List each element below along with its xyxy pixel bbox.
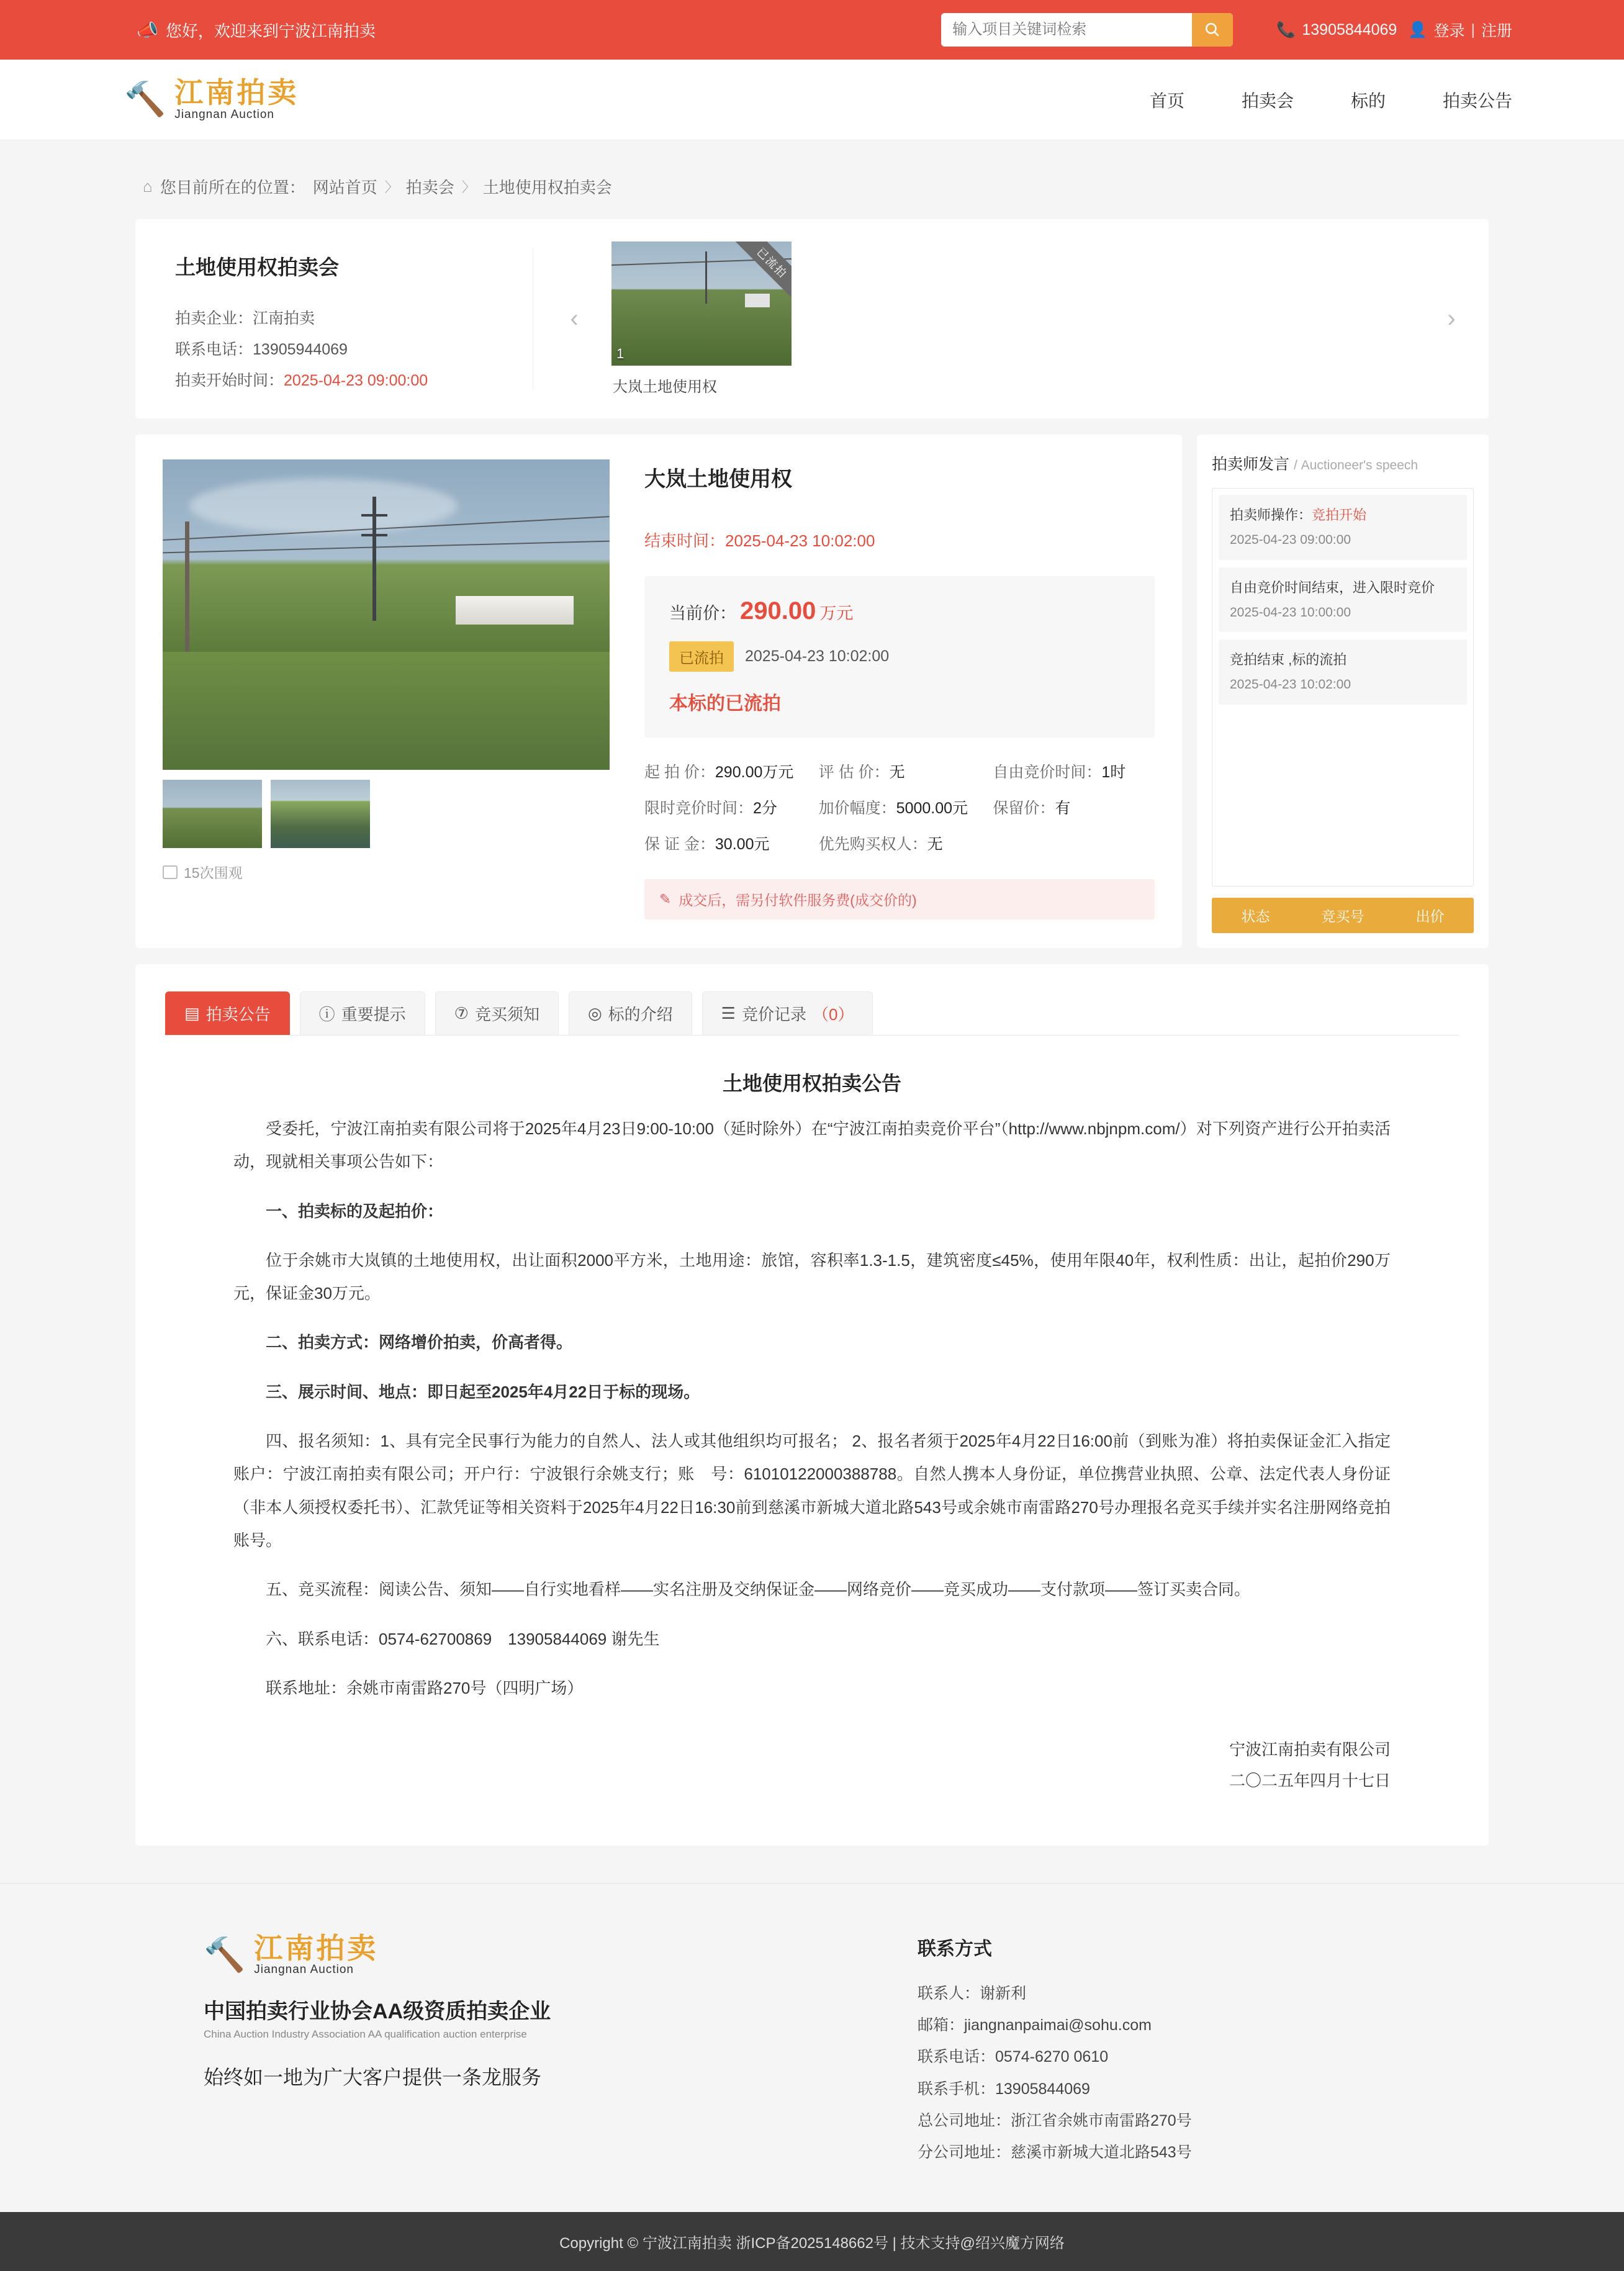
spec-reserve-label: 保留价： xyxy=(993,800,1055,817)
auctioneer-title xyxy=(1212,452,1474,474)
link-separator: | xyxy=(1471,20,1475,38)
status-ribbon: 已流拍 xyxy=(731,242,792,304)
announcement-paragraph-7: 五、竞买流程：阅读公告、须知——自行实地看样——实名注册及交纳保证金——网络竞价——竞买成功——支付款项——签订买卖合同。 xyxy=(266,1580,1251,1599)
footer-hq-address: 总公司地址：浙江省余姚市南雷路270号 xyxy=(918,2111,1192,2129)
nav-item-lots[interactable]: 标的 xyxy=(1350,91,1386,111)
logo-title-cn: 江南拍卖 xyxy=(174,76,299,109)
footer-contact-title: 联系方式 xyxy=(918,1938,992,1959)
breadcrumb-prefix: 您目前所在的位置： xyxy=(160,178,305,197)
session-company xyxy=(175,303,533,334)
target-icon: ◎ xyxy=(587,1004,602,1023)
tab-lot-introduction-label: 标的介绍 xyxy=(608,1005,673,1024)
gallery-items xyxy=(587,242,1439,396)
page-body xyxy=(0,140,1624,1883)
session-company-value: 江南拍卖 xyxy=(253,310,315,327)
gallery-caption: 大岚土地使用权 xyxy=(613,379,717,395)
top-bar xyxy=(0,0,1624,60)
footer-contact-mobile: 联系手机：13905844069 xyxy=(918,2080,1090,2098)
footer-logo-en: Jiangnan Auction xyxy=(254,1963,354,1977)
session-start xyxy=(175,365,533,396)
announcement-paragraph-3: 位于余姚市大岚镇的土地使用权，出让面积2000平方米，土地用途：旅馆，容积率1.3-1.5，建筑密度≤45%，使用年限40年，权利性质：出让，起拍价290万元，保证金30万元。 xyxy=(233,1250,1391,1303)
spec-increment-value: 5000.00元 xyxy=(896,800,968,817)
breadcrumb-item-home[interactable]: 网站首页 xyxy=(312,178,377,197)
footer-logo-text xyxy=(254,1933,378,1977)
power-line-2-decor xyxy=(163,541,610,554)
session-start-value: 2025-04-23 09:00:00 xyxy=(284,372,428,389)
site-footer xyxy=(0,1883,1624,2213)
footer-contact-tel: 联系电话：0574-6270 0610 xyxy=(918,2048,1109,2066)
breadcrumb-item-auctions[interactable]: 拍卖会 xyxy=(405,178,454,197)
tab-lot-introduction[interactable] xyxy=(569,991,692,1035)
site-logo[interactable] xyxy=(124,78,299,121)
welcome-text: 您好，欢迎来到宁波江南拍卖 xyxy=(165,21,376,40)
spec-free-bid-time-value: 1时 xyxy=(1101,764,1126,781)
auctioneer-title-en: / Auctioneer's speech xyxy=(1293,458,1419,472)
nav-item-home[interactable]: 首页 xyxy=(1149,91,1184,111)
announcement-paragraph-6: 四、报名须知：1、具有完全民事行为能力的自然人、法人或其他组织均可报名； 2、报名者须于2025年4月22日16:00前（到账为准）将拍卖保证金汇入指定账户：宁波江南拍卖有限公司；开户行：宁波银行余姚支行；账 号：61010122000388788。自然人携本人身份证，单位携营业执照、公章、法定代表人身份证（非本人须授权委托书）、汇款凭证等相关资料于2025年4月22日16:30前到慈溪市新城大道北路543号或余姚市南雷路270号办理报名竞买手续并实名注册网络竞拍账号。 xyxy=(233,1432,1391,1550)
phone-icon: 📞 xyxy=(1276,20,1296,38)
nav-item-announcements[interactable]: 拍卖公告 xyxy=(1442,91,1512,111)
status-badge: 已流拍 xyxy=(669,641,734,672)
village-decor xyxy=(456,596,574,625)
spec-limited-bid-time-value: 2分 xyxy=(753,800,777,817)
search-icon xyxy=(1204,22,1220,38)
auctioneer-speech-list[interactable] xyxy=(1212,488,1474,887)
fee-note xyxy=(644,879,1155,919)
signature-company: 宁波江南拍卖有限公司 xyxy=(1229,1740,1391,1759)
topbar-right xyxy=(1276,19,1512,41)
speech-time: 2025-04-23 09:00:00 xyxy=(1230,533,1351,547)
house-decor xyxy=(745,294,770,307)
announcement-paragraph-2: 一、拍卖标的及起拍价： xyxy=(266,1201,444,1221)
speech-text-highlight: 竞拍开始 xyxy=(1312,507,1367,523)
announcement-paragraph-8: 六、联系电话：0574-62700869 13905844069 谢先生 xyxy=(266,1629,660,1648)
fee-note-text: 成交后，需另付软件服务费(成交价的) xyxy=(679,892,917,908)
pylon-decor xyxy=(705,251,707,304)
current-price-row xyxy=(669,597,1130,625)
announcement-paragraph-5: 三、展示时间、地点：即日起至2025年4月22日于标的现场。 xyxy=(266,1382,700,1401)
search-button[interactable] xyxy=(1192,13,1233,47)
spec-increment xyxy=(819,796,981,818)
breadcrumb-arrow-2: 〉 xyxy=(461,179,476,195)
spec-limited-bid-time-label: 限时竞价时间： xyxy=(644,800,754,817)
tab-bar xyxy=(165,991,1459,1036)
current-price-unit: 万元 xyxy=(819,604,854,623)
main-nav xyxy=(1150,88,1512,112)
pylon-decor xyxy=(372,497,376,621)
spec-start-price-label: 起 拍 价： xyxy=(644,764,715,781)
spec-start-price-value: 290.00万元 xyxy=(715,764,794,781)
logo-text xyxy=(174,78,299,121)
session-gallery xyxy=(562,242,1464,396)
view-count xyxy=(163,862,610,882)
bid-col-price: 出价 xyxy=(1415,908,1445,924)
status-time: 2025-04-23 10:02:00 xyxy=(745,648,890,665)
view-count-text: 15次围观 xyxy=(184,865,243,881)
spec-reserve-value: 有 xyxy=(1055,800,1071,817)
tab-bid-records-count: （0） xyxy=(812,1005,854,1024)
speech-text xyxy=(1230,505,1456,525)
megaphone-icon: 📣 xyxy=(137,20,158,40)
gallery-next-button[interactable]: › xyxy=(1447,305,1456,332)
status-note: 本标的已流拍 xyxy=(669,693,781,714)
announcement-signature xyxy=(233,1735,1391,1796)
gavel-icon: 🔨 xyxy=(204,1936,246,1974)
field-decor xyxy=(163,652,610,770)
spec-preemptive-label: 优先购买权人： xyxy=(818,836,927,853)
footer-slogan-2: 始终如一地为广大客户提供一条龙服务 xyxy=(204,2066,542,2089)
speech-text-prefix: 拍卖师操作： xyxy=(1230,507,1312,523)
tab-bidder-instructions-label: 竞买须知 xyxy=(474,1005,539,1024)
tab-bidder-instructions[interactable] xyxy=(435,991,559,1035)
site-header xyxy=(0,60,1624,140)
speech-text: 自由竞价时间结束，进入限时竞价 xyxy=(1230,579,1435,595)
breadcrumb-arrow-1: 〉 xyxy=(384,179,399,195)
tab-bid-records[interactable] xyxy=(702,991,873,1035)
gallery-prev-button[interactable]: ‹ xyxy=(570,305,579,332)
content-container xyxy=(135,140,1489,1846)
list-icon: ☰ xyxy=(721,1004,736,1023)
gallery-index: 1 xyxy=(616,346,625,361)
tab-announcement[interactable] xyxy=(165,991,290,1035)
spec-start-price xyxy=(644,760,806,782)
tab-bid-records-label: 竞价记录 xyxy=(741,1005,806,1024)
spec-free-bid-time xyxy=(993,760,1155,782)
spec-deposit-value: 30.00元 xyxy=(715,836,770,853)
current-price-label: 当前价： xyxy=(669,604,736,623)
spec-appraisal-label: 评 估 价： xyxy=(818,764,890,781)
footer-branch-address: 分公司地址：慈溪市新城大道北路543号 xyxy=(918,2144,1192,2162)
breadcrumb xyxy=(135,140,1489,219)
status-row xyxy=(669,641,1130,672)
announcement-title: 土地使用权拍卖公告 xyxy=(722,1072,901,1095)
footer-slogan-1: 中国拍卖行业协会AA级资质拍卖企业 xyxy=(204,2000,551,2024)
footer-contact xyxy=(818,1933,1489,2169)
register-link[interactable]: 注册 xyxy=(1481,22,1512,40)
phone-number: 13905844069 xyxy=(1302,20,1397,38)
lot-end-time xyxy=(644,528,1155,551)
bid-table-header xyxy=(1212,898,1474,933)
session-info xyxy=(160,242,533,396)
gallery-thumbnail[interactable] xyxy=(611,242,792,366)
session-phone-value: 13905944069 xyxy=(253,341,348,358)
speech-item xyxy=(1219,567,1467,633)
home-icon[interactable]: ⌂ xyxy=(143,177,153,196)
announcement-paragraph-9: 联系地址：余姚市南雷路270号（四明广场） xyxy=(266,1678,584,1697)
main-row xyxy=(135,435,1489,948)
speech-item xyxy=(1219,495,1467,560)
spec-deposit xyxy=(644,832,806,854)
lot-thumbnail-1[interactable] xyxy=(163,780,262,848)
footer-logo-cn: 江南拍卖 xyxy=(254,1931,379,1964)
speech-time: 2025-04-23 10:02:00 xyxy=(1230,677,1351,692)
search-box[interactable] xyxy=(941,13,1233,47)
spec-reserve xyxy=(993,796,1155,818)
session-company-label: 拍卖企业： xyxy=(175,310,253,327)
logo-title-en: Jiangnan Auction xyxy=(174,107,274,121)
price-panel xyxy=(644,576,1155,738)
copyright-bar: Copyright © 宁波江南拍卖 浙ICP备2025148662号 | 技术支持@绍兴魔方网络 xyxy=(0,2212,1624,2271)
user-icon: 👤 xyxy=(1408,20,1428,38)
lot-info xyxy=(610,459,1155,919)
footer-slogan-1-en: China Auction Industry Association AA qualification auction enterprise xyxy=(204,2028,527,2041)
session-start-label: 拍卖开始时间： xyxy=(175,372,284,389)
auctioneer-title-cn: 拍卖师发言 xyxy=(1212,456,1290,473)
gallery-item[interactable] xyxy=(611,242,792,396)
tab-important-notice-label: 重要提示 xyxy=(341,1005,406,1024)
nav-item-auctions[interactable]: 拍卖会 xyxy=(1241,91,1294,111)
lot-thumbnail-2[interactable] xyxy=(271,780,370,848)
session-title: 土地使用权拍卖会 xyxy=(175,256,339,279)
bid-col-status: 状态 xyxy=(1241,908,1270,924)
auctioneer-panel xyxy=(1197,435,1489,948)
footer-contact-person: 联系人：谢新利 xyxy=(918,1984,1027,2002)
account-links[interactable] xyxy=(1408,19,1512,41)
footer-inner xyxy=(135,1933,1489,2169)
current-price-value: 290.00 xyxy=(740,597,816,625)
doc-icon: ▤ xyxy=(184,1004,200,1023)
announcement-paragraph-1: 受委托，宁波江南拍卖有限公司将于2025年4月23日9:00-10:00（延时除外）在“宁波江南拍卖竞价平台”（http://www.nbjnpm.com/）对下列资产进行公开拍卖活动，现就相关事项公告如下： xyxy=(233,1119,1391,1172)
signature-date: 二〇二五年四月十七日 xyxy=(1229,1771,1391,1790)
lot-detail-card xyxy=(135,435,1182,948)
spec-increment-label: 加价幅度： xyxy=(818,800,896,817)
gavel-icon: 🔨 xyxy=(124,80,166,118)
lot-photos xyxy=(163,459,610,919)
speech-item xyxy=(1219,639,1467,705)
spec-free-bid-time-label: 自由竞价时间： xyxy=(993,764,1102,781)
session-phone xyxy=(175,334,533,365)
breadcrumb-item-current: 土地使用权拍卖会 xyxy=(482,178,612,197)
tabs-card xyxy=(135,964,1489,1846)
login-link[interactable]: 登录 xyxy=(1433,22,1465,40)
spec-empty xyxy=(993,832,1155,854)
spec-appraisal-value: 无 xyxy=(889,764,905,781)
lot-thumbnail-list xyxy=(163,780,610,848)
speech-time: 2025-04-23 10:00:00 xyxy=(1230,605,1351,620)
spec-preemptive-value: 无 xyxy=(927,836,943,853)
end-time-value: 2025-04-23 10:02:00 xyxy=(725,531,875,550)
lot-specs xyxy=(644,760,1155,854)
session-phone-label: 联系电话： xyxy=(175,341,253,358)
auction-session-card xyxy=(135,219,1489,418)
spec-appraisal xyxy=(819,760,981,782)
announcement-body xyxy=(165,1036,1459,1796)
announcement-paragraph-4: 二、拍卖方式：网络增价拍卖，价高者得。 xyxy=(266,1333,573,1352)
info-icon: ⓘ xyxy=(318,1005,335,1024)
search-input[interactable] xyxy=(941,13,1192,47)
spec-limited-bid-time xyxy=(644,796,806,818)
question-icon: ⑦ xyxy=(454,1004,469,1023)
tab-important-notice[interactable] xyxy=(300,991,425,1035)
spec-preemptive xyxy=(819,832,981,854)
lot-main-photo[interactable] xyxy=(163,459,610,770)
speech-text: 竞拍结束 ,标的流拍 xyxy=(1230,652,1347,667)
info-icon: ✎ xyxy=(659,891,672,907)
footer-contact-email: 邮箱：jiangnanpaimai@sohu.com xyxy=(918,2016,1152,2034)
end-time-label: 结束时间： xyxy=(644,531,726,550)
bid-col-bidder: 竞买号 xyxy=(1321,908,1365,924)
welcome-message xyxy=(137,19,376,42)
tab-announcement-label: 拍卖公告 xyxy=(205,1005,271,1024)
footer-left xyxy=(135,1933,818,2169)
views-icon xyxy=(163,865,178,879)
header-phone xyxy=(1276,21,1397,39)
spec-deposit-label: 保 证 金： xyxy=(644,836,715,853)
footer-logo[interactable] xyxy=(204,1933,818,1977)
lot-title: 大岚土地使用权 xyxy=(644,467,792,491)
